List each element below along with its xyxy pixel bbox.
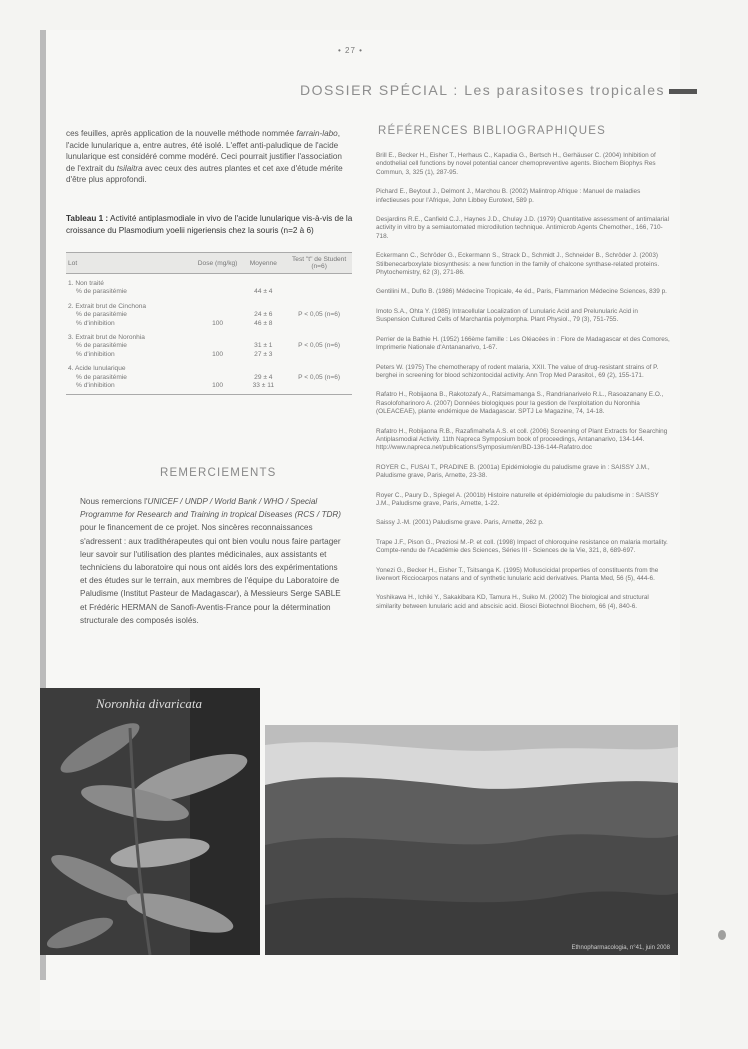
photo-credit: Ethnopharmacologia, n°41, juin 2008: [571, 945, 670, 951]
section-title: DOSSIER SPÉCIAL : Les parasitoses tropicales: [300, 82, 666, 98]
table-group-row: [66, 274, 352, 289]
row-label: % de parasitémie: [76, 373, 127, 381]
row-mean: 44 ± 4: [254, 288, 273, 296]
row-dose: [195, 374, 241, 382]
row-dose: 100: [195, 382, 241, 395]
row-test: P < 0,05 (n=6): [298, 373, 341, 381]
table-group-row: [66, 297, 352, 311]
col-header-lot: Lot: [66, 253, 195, 274]
reference-item: Rafatro H., Robijaona B., Rakotozafy A., Ratsimamanga S., Randrianarivelo R.L., Rasoazanany E.O., Rasolofoharinoro A. (2007) Données biologiques pour la gestion de l'exploitation du Noronhia (OLEACEAE), plante endémique de Madagascar. SPTJ Le Magazine, 74, 14-18.: [376, 391, 664, 416]
plant-photo: [40, 688, 260, 955]
reference-item: Royer C., Paury D., Spiegel A. (2001b) Histoire naturelle et épidémiologie du paludisme in : SAISSY J.M., Paludisme grave, Paris, Arnette, 1-22.: [376, 491, 659, 507]
col-header-test: Test "t" de Student (n=6): [286, 253, 352, 274]
plant-illustration: [40, 688, 260, 955]
row-mean: 33 ± 11: [240, 382, 286, 395]
landscape-photo: [265, 725, 678, 955]
reference-item: Eckermann C., Schröder G., Eckermann S., Strack D., Schmidt J., Schneider B., Schröder J. (2003) Stilbenecarboxylate biosynthesis: a new function in the family of chalcone synthase-related proteins. Phytochemistry, 62 (3), 271-86.: [376, 252, 660, 277]
row-dose: 100: [212, 350, 224, 358]
landscape-illustration: [265, 725, 678, 955]
table-group-row: [66, 328, 352, 342]
reference-item: Trape J.F., Pison G., Preziosi M.-P. et coll. (1998) Impact of chloroquine resistance on malaria mortality. Compte-rendu de l'Académie des Sciences, Séries III - Sciences de la Vie, 321, 8, 689-697.: [376, 538, 668, 555]
table-row: [66, 342, 352, 350]
row-test: [286, 288, 352, 296]
reference-item: Saissy J.-M. (2001) Paludisme grave. Paris, Arnette, 262 p.: [376, 519, 544, 527]
intro-term-1: farrain-labo: [296, 129, 338, 138]
acknowledgements-text: [80, 495, 345, 627]
reference-item: Yoshikawa H., Ichiki Y., Sakakibara KD, Tamura H., Suiko M. (2002) The biological and structural similarity between lunularic acid and abscisic acid. Biosci Biotechnol Biochem, 66 (4), 840-6.: [376, 594, 649, 610]
results-table: [66, 252, 352, 395]
row-label: % de parasitémie: [76, 288, 127, 296]
row-test: [286, 320, 352, 328]
references-heading: RÉFÉRENCES BIBLIOGRAPHIQUES: [378, 125, 606, 137]
photo-caption: Noronhia divaricata: [96, 696, 203, 711]
group-name: 3. Extrait brut de Noronhia: [68, 334, 145, 342]
reference-item: Desjardins R.E., Canfield C.J., Haynes J.D., Chulay J.D. (1979) Quantitative assessment of antimalarial activity in vitro by a semiautomated microdilution technique. Antimicrob Agents Chemother., 166, 710-718.: [376, 216, 670, 240]
group-name: 4. Acide lunularique: [68, 365, 126, 373]
reference-item: Gentilini M., Duflo B. (1986) Médecine Tropicale, 4e éd., Paris, Flammarion Médecine Sciences, 839 p.: [376, 288, 667, 296]
row-test: [286, 351, 352, 359]
intro-term-2: tsilaitra: [116, 163, 143, 173]
row-label: % d'inhibition: [76, 350, 115, 358]
col-header-dose: Dose (mg/kg): [195, 253, 241, 274]
row-label: % d'inhibition: [66, 382, 195, 395]
table-caption-text: Activité antiplasmodiale in vivo de l'acide lunularique vis-à-vis de la croissance du Plasmodium yoelii nigeriensis chez la souris (n=2 à 6): [66, 214, 353, 235]
row-mean: 29 ± 4: [254, 373, 273, 381]
row-mean: 46 ± 8: [254, 319, 273, 327]
table-row: [66, 311, 352, 319]
reference-item: Pichard E., Beytout J., Delmont J., Marchou B. (2002) Malintrop Afrique : Manuel de maladies infectieuses pour l'Afrique, John Libbey Eurotext, 589 p.: [376, 188, 641, 204]
reference-item: Imoto S.A., Ohta Y. (1985) Intracellular Localization of Lunularic Acid and Prelunularic Acid in Suspension Cultured Cells of Marchantia polymorpha. Plant Physiol., 79 (3), 751-755.: [376, 307, 638, 324]
table-row: [66, 320, 352, 328]
table-row: [66, 374, 352, 382]
row-label: % de parasitémie: [76, 342, 127, 350]
table-header-row: [66, 253, 352, 274]
ack-sponsors: UNICEF / UNDP / World Bank / WHO / Special Programme for Research and Training in tropical Diseases (RCS / TDR): [80, 497, 342, 520]
row-test: P < 0,05 (n=6): [298, 342, 341, 350]
row-test: P < 0,05 (n=6): [298, 311, 341, 319]
row-dose: [195, 288, 241, 296]
group-name: 1. Non traité: [68, 280, 104, 287]
reference-item: ROYER C., FUSAI T., PRADINE B. (2001a) Epidémiologie du paludisme grave in : SAISSY J.M., Paludisme grave, Paris, Arnette, 23-38.: [376, 463, 650, 480]
row-mean: 31 ± 1: [254, 342, 273, 350]
intro-text-1: ces feuilles, après application de la nouvelle méthode nommée: [66, 129, 295, 138]
table-caption: [66, 213, 358, 236]
table-row: [66, 288, 352, 296]
section-header: [300, 82, 680, 98]
acknowledgements-heading: REMERCIEMENTS: [160, 467, 277, 479]
reference-item: Rafatro H., Robijaona R.B., Razafimahefa A.S. et coll. (2006) Screening of Plant Extracts for Searching Antiplasmodial Activity. 11th Napreca Symposium book of proceedings, Antananarivo, 134-144. http://www.napreca.net/publications/Symposium/en/BD-136-144-Rafatro.doc: [376, 427, 668, 452]
reference-item: Yonezi G., Becker H., Eisher T., Tsitsanga K. (1995) Molluscicidal properties of constituents from the liverwort Ricciocarpos natans and of synthetic lunularic acid derivatives. Planta Med, 56 (5), 444-6.: [376, 566, 659, 582]
intro-text-2: , l'acide lunularique a, entre autres, été isolé. L'effet anti-paludique de l'acide lunularique est considéré comme modéré. Ceci pourrait justifier l'association de l'extrait du: [66, 129, 342, 173]
row-label: % d'inhibition: [76, 319, 115, 327]
table-row: [66, 382, 352, 395]
page-number: • 27 •: [338, 46, 363, 55]
reference-item: Brill E., Becker H., Eisher T., Herhaus C., Kapadia G., Bertsch H., Gerhäuser C. (2004) Inhibition of endothelial cell functions by novel potential cancer chemopreventive agents. Biochem Biophys Res Commun, 3, 325 (1), 287-95.: [376, 152, 656, 176]
row-dose: [195, 342, 241, 350]
row-mean: 27 ± 3: [254, 350, 273, 358]
row-test: [286, 382, 352, 395]
header-bar: [669, 89, 697, 94]
row-label: % de parasitémie: [76, 311, 127, 319]
group-name: 2. Extrait brut de Cinchona: [68, 302, 147, 310]
ack-text-1: Nous remercions l': [80, 497, 148, 506]
table-caption-label: Tableau 1 :: [66, 214, 109, 223]
table-row: [66, 351, 352, 359]
reference-list: [376, 152, 672, 622]
table-group-row: [66, 359, 352, 373]
row-dose: 100: [212, 319, 224, 327]
ack-text-2: pour le financement de ce projet. Nos sincères reconnaissances s'adressent : aux tradithérapeutes qui ont bien voulu nous faire partager leur savoir sur l'utilisation des plantes médicinales, aux assistants et techniciens du laboratoire qui nous ont aidés lors des expérimentations et des études sur le terrain, aux membres de l'équipe du Laboratoire de Paludisme (Institut Pasteur de Madagascar), à Messieurs Serge SABLE et Frédéric HERMAN de Sanofi-Aventis-France pour la détermination structurale des composés isolés.: [80, 523, 341, 625]
scan-mark: [718, 930, 726, 940]
intro-text-3: avec ceux des autres plantes et cet axe d'étude mérite d'être plus approfondi.: [66, 163, 343, 185]
intro-paragraph: [66, 128, 346, 186]
row-dose: [195, 311, 241, 319]
row-mean: 24 ± 6: [254, 311, 273, 319]
col-header-mean: Moyenne: [240, 253, 286, 274]
reference-item: Perrier de la Bathie H. (1952) 166ème famille : Les Oléacées in : Flore de Madagascar et des Comores, Imprimerie Nationale d'Antananarivo, 1-67.: [376, 335, 670, 352]
reference-item: Peters W. (1975) The chemotherapy of rodent malaria, XXII. The value of drug-resistant strains of P. berghei in screening for blood schizontocidal activity. Ann Trop Med Parasitol., 69 (2), 155-171.: [376, 363, 659, 379]
